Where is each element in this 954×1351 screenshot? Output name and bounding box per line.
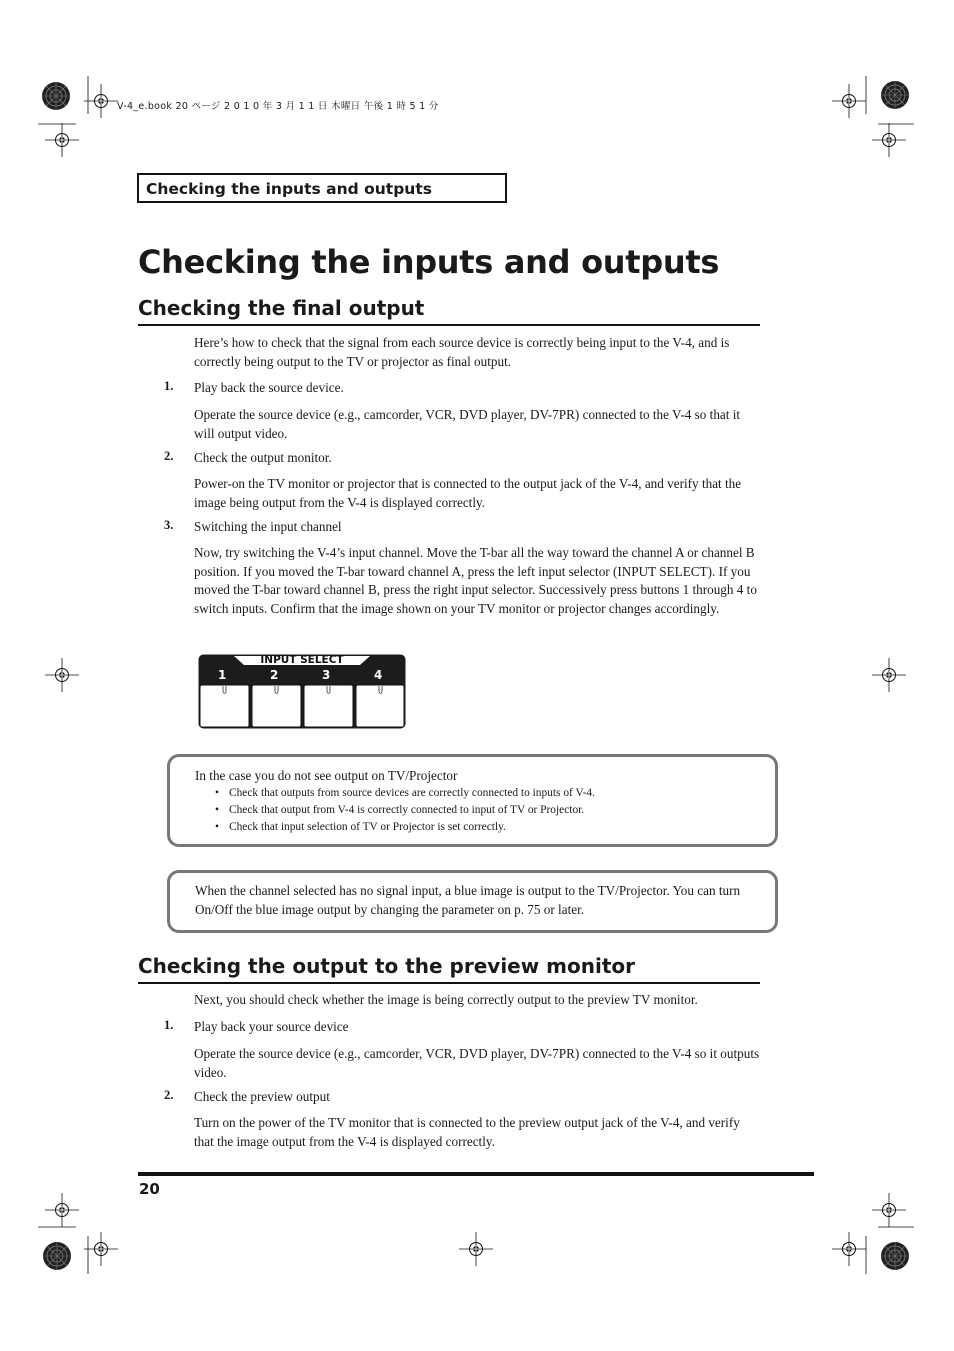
blue-image-note xyxy=(167,870,778,933)
note-list xyxy=(195,785,595,836)
section-heading-final-output: Checking the final output xyxy=(138,296,425,320)
step-title: Check the output monitor. xyxy=(194,450,332,465)
input-button-4-label: 4 xyxy=(374,668,383,682)
step-body: Power-on the TV monitor or projector that is connected to the output jack of the V-4, and verify that the image being output from the V-4 is displayed correctly. xyxy=(194,476,742,510)
step-number: 2. xyxy=(164,449,174,463)
intro-paragraph: Here’s how to check that the signal from each source device is correctly being input to the V-4, and is correctly being output to the TV or projector as final output. xyxy=(194,335,730,369)
page-number: 20 xyxy=(139,1180,160,1198)
step-body: Turn on the power of the TV monitor that is connected to the preview output jack of the V-4, and verify that the image output from the V-4 is displayed correctly. xyxy=(194,1115,740,1149)
step-title: Check the preview output xyxy=(194,1089,330,1104)
troubleshooting-note xyxy=(167,754,778,847)
section-rule xyxy=(138,982,760,984)
input-select-panel xyxy=(198,654,407,730)
section-heading-preview-monitor: Checking the output to the preview monitor xyxy=(138,954,636,978)
running-header-box xyxy=(137,173,507,203)
note-list-item: • Check that input selection of TV or Projector is set correctly. xyxy=(195,819,595,836)
intro-paragraph: Next, you should check whether the image is being correctly output to the preview TV monitor. xyxy=(194,992,698,1007)
print-file-info: V-4_e.book 20 ページ 2 0 1 0 年 3 月 1 1 日 木曜日 午後 1 時 5 1 分 xyxy=(117,101,439,112)
footer-rule xyxy=(138,1172,814,1176)
step-title: Play back the source device. xyxy=(194,380,344,395)
step-title: Switching the input channel xyxy=(194,519,342,534)
step-number: 1. xyxy=(164,379,174,393)
input-button-1-label: 1 xyxy=(218,668,227,682)
page-title: Checking the inputs and outputs xyxy=(138,243,720,281)
note-list-item: • Check that outputs from source devices are correctly connected to inputs of V-4. xyxy=(195,785,595,802)
input-button-2-label: 2 xyxy=(270,668,279,682)
input-button-3-label: 3 xyxy=(322,668,331,682)
input-select-label: INPUT SELECT xyxy=(260,654,344,666)
step-number: 3. xyxy=(164,518,174,532)
note-list-item: • Check that output from V-4 is correctly connected to input of TV or Projector. xyxy=(195,802,595,819)
step-body: Operate the source device (e.g., camcorder, VCR, DVD player, DV-7PR) connected to the V-4 so it outputs video. xyxy=(194,1046,760,1080)
running-header-text: Checking the inputs and outputs xyxy=(146,180,432,198)
step-body: Now, try switching the V-4’s input channel. Move the T-bar all the way toward the channel A or channel B position. If you moved the T-bar toward channel A, press the left input selector (INPUT SELECT). If you moved the T-bar toward channel B, press the right input selector. Successively press buttons 1 through 4 to switch inputs. Confirm that the image shown on your TV monitor or projector changes accordingly. xyxy=(194,545,757,616)
section-rule xyxy=(138,324,760,326)
note-title: In the case you do not see output on TV/Projector xyxy=(195,768,458,783)
step-title: Play back your source device xyxy=(194,1019,349,1034)
note-text: When the channel selected has no signal input, a blue image is output to the TV/Projector. You can turn On/Off the blue image output by changing the parameter on p. 75 or later. xyxy=(195,883,741,917)
step-number: 1. xyxy=(164,1018,174,1032)
step-body: Operate the source device (e.g., camcorder, VCR, DVD player, DV-7PR) connected to the V-4 so that it will output video. xyxy=(194,407,741,441)
step-number: 2. xyxy=(164,1088,174,1102)
